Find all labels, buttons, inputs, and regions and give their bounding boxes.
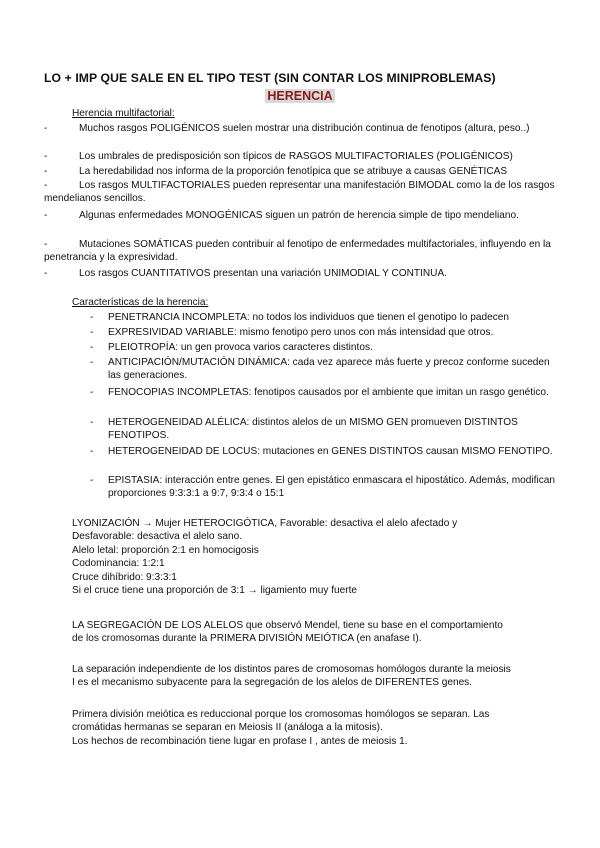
text-line: Alelo letal: proporción 2:1 en homocigosis xyxy=(72,544,259,556)
text-line: LYONIZACIÓN → Mujer HETEROCIGÓTICA, Favorable: desactiva el alelo afectado y xyxy=(72,518,458,529)
list-item: - FENOCOPIAS INCOMPLETAS: fenotipos causados por el ambiente que imitan un rasgo genético. xyxy=(90,387,549,398)
text-line: Primera división meiótica es reduccional porque los cromosomas homólogos se separan. Las xyxy=(72,709,490,720)
list-item: - PENETRANCIA INCOMPLETA: no todos los individuos que tienen el genotipo lo padecen xyxy=(90,312,509,323)
text-line: La separación independiente de los distintos pares de cromosomas homólogos durante la meiosis xyxy=(72,664,511,675)
text-line: Los hechos de recombinación tiene lugar en profase I , antes de meiosis 1. xyxy=(72,735,408,747)
list-item: - Los umbrales de predisposición son típicos de RASGOS MULTIFACTORIALES (POLIGÉNICOS) xyxy=(44,151,513,162)
text-line: Si el cruce tiene una proporción de 3:1 → ligamiento muy fuerte xyxy=(72,585,358,597)
meiosis-paragraph xyxy=(72,708,560,748)
list-item: - EPISTASIA: interacción entre genes. El gen epistático enmascara el hipostático. Además, modifican proporciones 9:3:3:1 a 9:7, 9:3:4 o 15:1 xyxy=(90,475,555,500)
text-line: Desfavorable: desactiva el alelo sano. xyxy=(72,531,243,543)
separacion-paragraph xyxy=(72,663,560,690)
list-item: - Muchos rasgos POLIGÉNICOS suelen mostrar una distribución continua de fenotipos (altura, peso..) xyxy=(44,123,530,134)
text-line: Cruce dihíbrido: 9:3:3:1 xyxy=(72,571,177,583)
lyonizacion-block xyxy=(72,517,560,597)
list-item: - HETEROGENEIDAD ALÉLICA: distintos alelos de un MISMO GEN promueven DISTINTOS FENOTIPOS. xyxy=(90,417,518,442)
text-line: cromátidas hermanas se separan en Meiosis II (análoga a la mitosis). xyxy=(72,722,383,734)
subtitle-highlight: HERENCIA xyxy=(267,89,333,103)
text-line: de los cromosomas durante la PRIMERA DIVISIÓN MEIÓTICA (en anafase I). xyxy=(72,633,422,645)
segregacion-paragraph xyxy=(72,619,560,646)
page-subtitle xyxy=(0,89,600,103)
text-line: Codominancia: 1:2:1 xyxy=(72,558,165,570)
list-item: - La heredabilidad nos informa de la proporción fenotípica que se atribuye a causas GENÉTICAS xyxy=(44,166,508,177)
list-item: - HETEROGENEIDAD DE LOCUS: mutaciones en GENES DISTINTOS causan MISMO FENOTIPO. xyxy=(90,446,553,457)
list-item: - Mutaciones SOMÁTICAS pueden contribuir al fenotipo de enfermedades multifactoriales, influyendo en la penetrancia y la expresividad. xyxy=(44,239,551,264)
list-item: - Los rasgos MULTIFACTORIALES pueden representar una manifestación BIMODAL como la de los rasgos mendelianos sencillos. xyxy=(44,180,555,205)
section-heading-caracteristicas: Características de la herencia: xyxy=(72,297,209,308)
text-line: I es el mecanismo subyacente para la segregación de los alelos de DIFERENTES genes. xyxy=(72,677,473,689)
page-title: LO + IMP QUE SALE EN EL TIPO TEST (SIN CONTAR LOS MINIPROBLEMAS) xyxy=(44,71,496,85)
list-item: - EXPRESIVIDAD VARIABLE: mismo fenotipo pero unos con más intensidad que otros. xyxy=(90,327,494,338)
text-line: LA SEGREGACIÓN DE LOS ALELOS que observó Mendel, tiene su base en el comportamiento xyxy=(72,620,503,631)
list-item: - Los rasgos CUANTITATIVOS presentan una variación UNIMODIAL Y CONTINUA. xyxy=(44,268,447,279)
list-item: - ANTICIPACIÓN/MUTACIÓN DINÁMICA: cada vez aparece más fuerte y precoz conforme suceden las generaciones. xyxy=(90,357,550,382)
list-item: - PLEIOTROPÍA: un gen provoca varios caracteres distintos. xyxy=(90,342,373,353)
section-heading-multifactorial: Herencia multifactorial: xyxy=(72,108,175,119)
list-item: - Algunas enfermedades MONOGÉNICAS siguen un patrón de herencia simple de tipo mendeliano. xyxy=(44,210,519,221)
